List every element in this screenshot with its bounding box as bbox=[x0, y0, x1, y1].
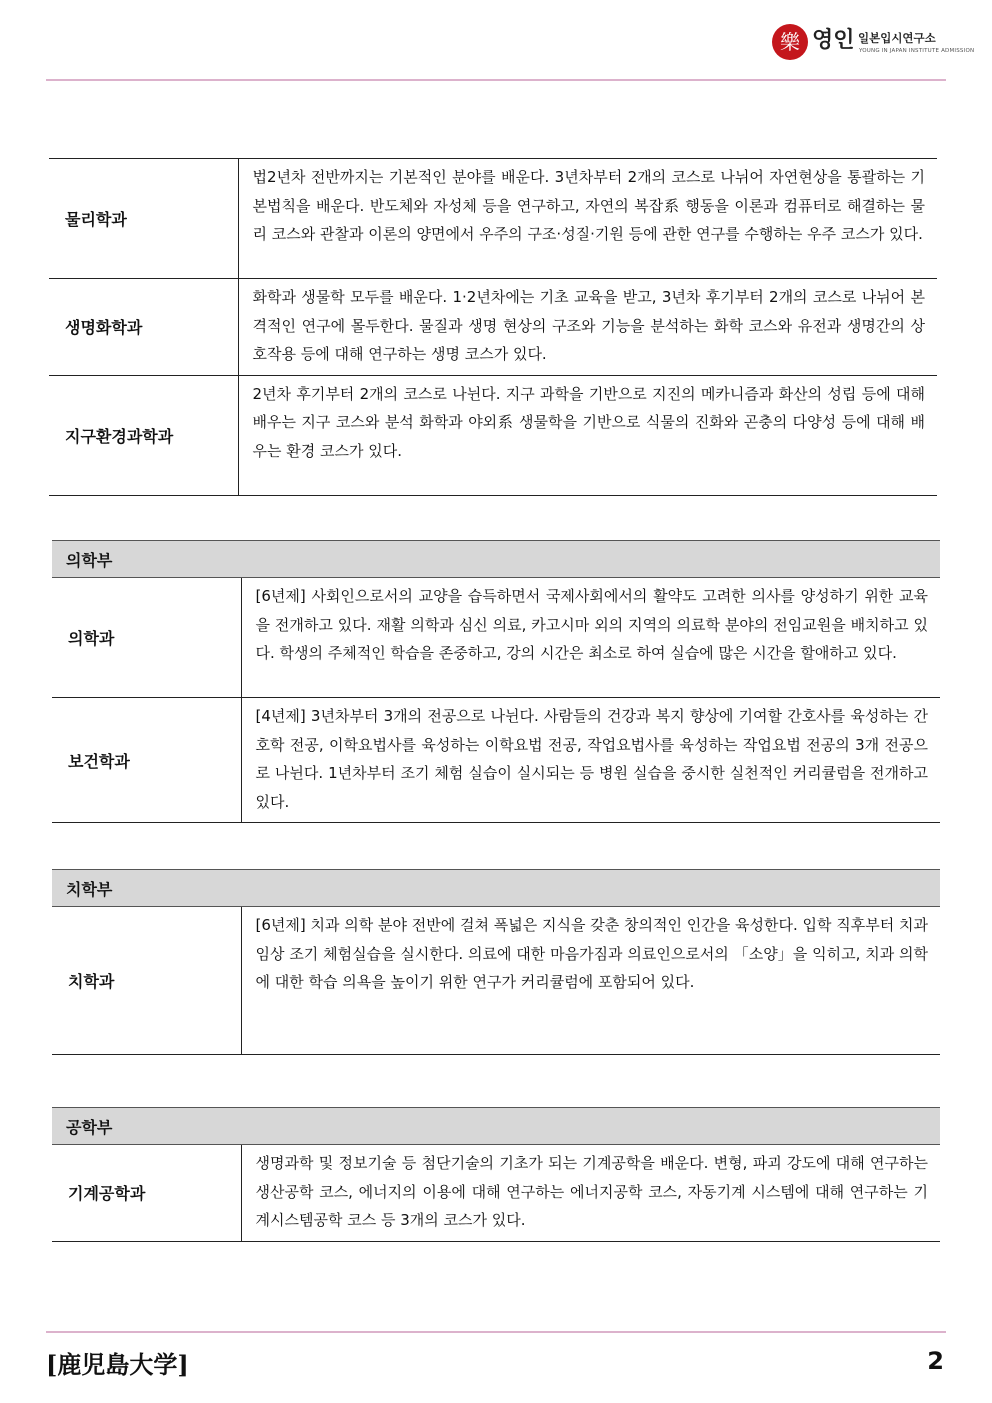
footer-divider bbox=[46, 1331, 946, 1333]
faculty-title: 의학부 bbox=[52, 541, 940, 578]
page-header bbox=[0, 0, 992, 84]
institute-logo bbox=[772, 20, 975, 64]
logo-sub-text: 일본입시연구소 bbox=[858, 31, 936, 45]
science-departments-table bbox=[49, 158, 937, 496]
engineering-faculty-table bbox=[52, 1107, 940, 1242]
department-description: 법2년차 전반까지는 기본적인 분야를 배운다. 3년차부터 2개의 코스로 나뉘어 자연현상을 통괄하는 기본법칙을 배운다. 반도체와 자성체 등을 연구하고, 자연의 복잡系 행동을 이론과 컴퓨터로 해결하는 물리 코스와 관찰과 이론의 양면에서 우주의 구조·성질·기원 등에 관한 연구를 수행하는 우주 코스가 있다. bbox=[238, 159, 937, 279]
medicine-faculty-table bbox=[52, 540, 940, 823]
department-description: 화학과 생물학 모두를 배운다. 1·2년차에는 기초 교육을 받고, 3년차 후기부터 2개의 코스로 나뉘어 본격적인 연구에 몰두한다. 물질과 생명 현상의 구조와 기능을 분석하는 화학 코스와 유전과 생명간의 상호작용 등에 대해 연구하는 생명 코스가 있다. bbox=[238, 279, 937, 376]
faculty-header bbox=[52, 1108, 940, 1145]
table-row bbox=[49, 279, 937, 376]
department-name: 물리학과 bbox=[49, 159, 238, 279]
table-row bbox=[52, 698, 940, 823]
faculty-header bbox=[52, 541, 940, 578]
page-number: 2 bbox=[927, 1347, 944, 1375]
department-description: [4년제] 3년차부터 3개의 전공으로 나뉜다. 사람들의 건강과 복지 향상에 기여할 간호사를 육성하는 간호학 전공, 이학요법사를 육성하는 이학요법 전공, 작업요법사를 육성하는 작업요법 전공의 3개 전공으로 나뉜다. 1년차부터 조기 체험 실습이 실시되는 등 병원 실습을 중시한 실천적인 커리큘럼을 전개하고 있다. bbox=[241, 698, 940, 823]
logo-emblem-icon: 樂 bbox=[772, 24, 808, 60]
department-name: 생명화학과 bbox=[49, 279, 238, 376]
department-name: 보건학과 bbox=[52, 698, 241, 823]
department-description: [6년제] 치과 의학 분야 전반에 걸쳐 폭넓은 지식을 갖춘 창의적인 인간을 육성한다. 입학 직후부터 치과 임상 조기 체험실습을 실시한다. 의료에 대한 마음가짐과 의료인으로서의 「소양」을 익히고, 치과 의학에 대한 학습 의욕을 높이기 위한 연구가 커리큘럼에 포함되어 있다. bbox=[241, 907, 940, 1055]
table-row bbox=[52, 1145, 940, 1242]
table-row bbox=[52, 907, 940, 1055]
dentistry-faculty-table bbox=[52, 869, 940, 1055]
faculty-header bbox=[52, 870, 940, 907]
header-divider bbox=[46, 79, 946, 81]
table-row bbox=[49, 375, 937, 495]
department-description: [6년제] 사회인으로서의 교양을 습득하면서 국제사회에서의 활약도 고려한 의사를 양성하기 위한 교육을 전개하고 있다. 재활 의학과 심신 의료, 카고시마 외의 지역의 의료학 분야의 전임교원을 배치하고 있다. 학생의 주체적인 학습을 존중하고, 강의 시간은 최소로 하여 실습에 많은 시간을 할애하고 있다. bbox=[241, 578, 940, 698]
logo-english-text: YOUNG IN JAPAN INSTITUTE ADMISSION bbox=[859, 48, 975, 54]
department-name: 치학과 bbox=[52, 907, 241, 1055]
logo-main-text: 영인 bbox=[812, 28, 855, 53]
department-description: 생명과학 및 정보기술 등 첨단기술의 기초가 되는 기계공학을 배운다. 변형, 파괴 강도에 대해 연구하는 생산공학 코스, 에너지의 이용에 대해 연구하는 에너지공학 코스, 자동기계 시스템에 대해 연구하는 기계시스템공학 코스 등 3개의 코스가 있다. bbox=[241, 1145, 940, 1242]
department-name: 기계공학과 bbox=[52, 1145, 241, 1242]
department-name: 의학과 bbox=[52, 578, 241, 698]
department-description: 2년차 후기부터 2개의 코스로 나뉜다. 지구 과학을 기반으로 지진의 메카니즘과 화산의 성립 등에 대해 배우는 지구 코스와 분석 화학과 야외系 생물학을 기반으로 식물의 진화와 곤충의 다양성 등에 대해 배우는 환경 코스가 있다. bbox=[238, 375, 937, 495]
table-row bbox=[52, 578, 940, 698]
university-name: [鹿児島大学] bbox=[46, 1350, 189, 1379]
faculty-title: 치학부 bbox=[52, 870, 940, 907]
faculty-title: 공학부 bbox=[52, 1108, 940, 1145]
department-name: 지구환경과학과 bbox=[49, 375, 238, 495]
table-row bbox=[49, 159, 937, 279]
